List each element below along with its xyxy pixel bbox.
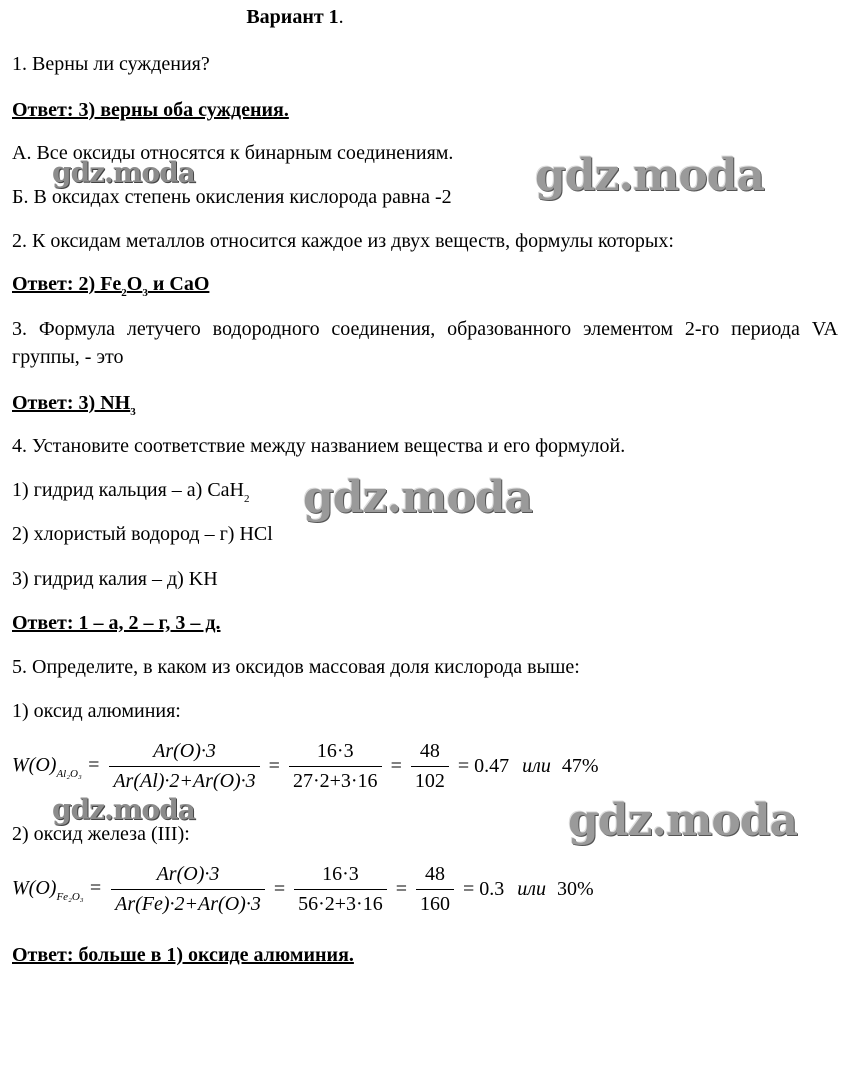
question-4: 4. Установите соответствие между названием вещества и его формулой. bbox=[12, 435, 626, 457]
match-item-1: 1) гидрид кальция – а) CaH$_2$ bbox=[12, 479, 250, 505]
question-1: 1. Верны ли суждения? bbox=[12, 53, 210, 75]
formula-al2o3: $W(O)_{Al_2O_3}$ = $\frac{Ar(O)\cdot 3}{Ar(Al)\cdot 2+Ar(O)\cdot 3}$ = $\frac{16\cdot 3}{27\cdot 2+3\cdot 16}$ = $\frac{48}{102}$ = 0.47 или 47% bbox=[12, 740, 599, 792]
match-item-2: 2) хлористый водород – г) HCl bbox=[12, 523, 273, 545]
match-item-3: 3) гидрид калия – д) KH bbox=[12, 568, 218, 590]
statement-b: Б. В оксидах степень окисления кислорода равна -2 bbox=[12, 186, 452, 208]
answer-5: Ответ: больше в 1) оксиде алюминия. bbox=[12, 944, 354, 966]
question-3: 3. Формула летучего водородного соединения, образованного элементом 2-го периода VA группы, - это bbox=[12, 318, 838, 368]
answer-4: Ответ: 1 – а, 2 – г, 3 – д. bbox=[12, 612, 221, 634]
answer-1: Ответ: 3) верны оба суждения. bbox=[12, 99, 289, 121]
answer-2: Ответ: 2) $Fe_2O_3$ и CaO bbox=[12, 273, 210, 299]
oxide-item-2: 2) оксид железа (III): bbox=[12, 823, 190, 845]
watermark: gdz.moda bbox=[568, 795, 798, 846]
statement-a: А. Все оксиды относятся к бинарным соединениям. bbox=[12, 142, 454, 164]
watermark: gdz.moda bbox=[535, 150, 765, 201]
oxide-item-1: 1) оксид алюминия: bbox=[12, 700, 181, 722]
watermark: gdz.moda bbox=[52, 793, 195, 826]
watermark: gdz.moda bbox=[52, 156, 195, 189]
question-5: 5. Определите, в каком из оксидов массовая доля кислорода выше: bbox=[12, 656, 580, 678]
formula-fe2o3: $W(O)_{Fe_2O_3}$ = $\frac{Ar(O)\cdot 3}{Ar(Fe)\cdot 2+Ar(O)\cdot 3}$ = $\frac{16\cdot 3}{56\cdot 2+3\cdot 16}$ = $\frac{48}{160}$ = 0.3 или 30% bbox=[12, 863, 594, 915]
page-title: Вариант 1. bbox=[246, 6, 344, 28]
answer-3: Ответ: 3) $NH_3$ bbox=[12, 392, 136, 418]
question-2: 2. К оксидам металлов относится каждое из двух веществ, формулы которых: bbox=[12, 230, 674, 252]
watermark: gdz.moda bbox=[303, 472, 533, 523]
